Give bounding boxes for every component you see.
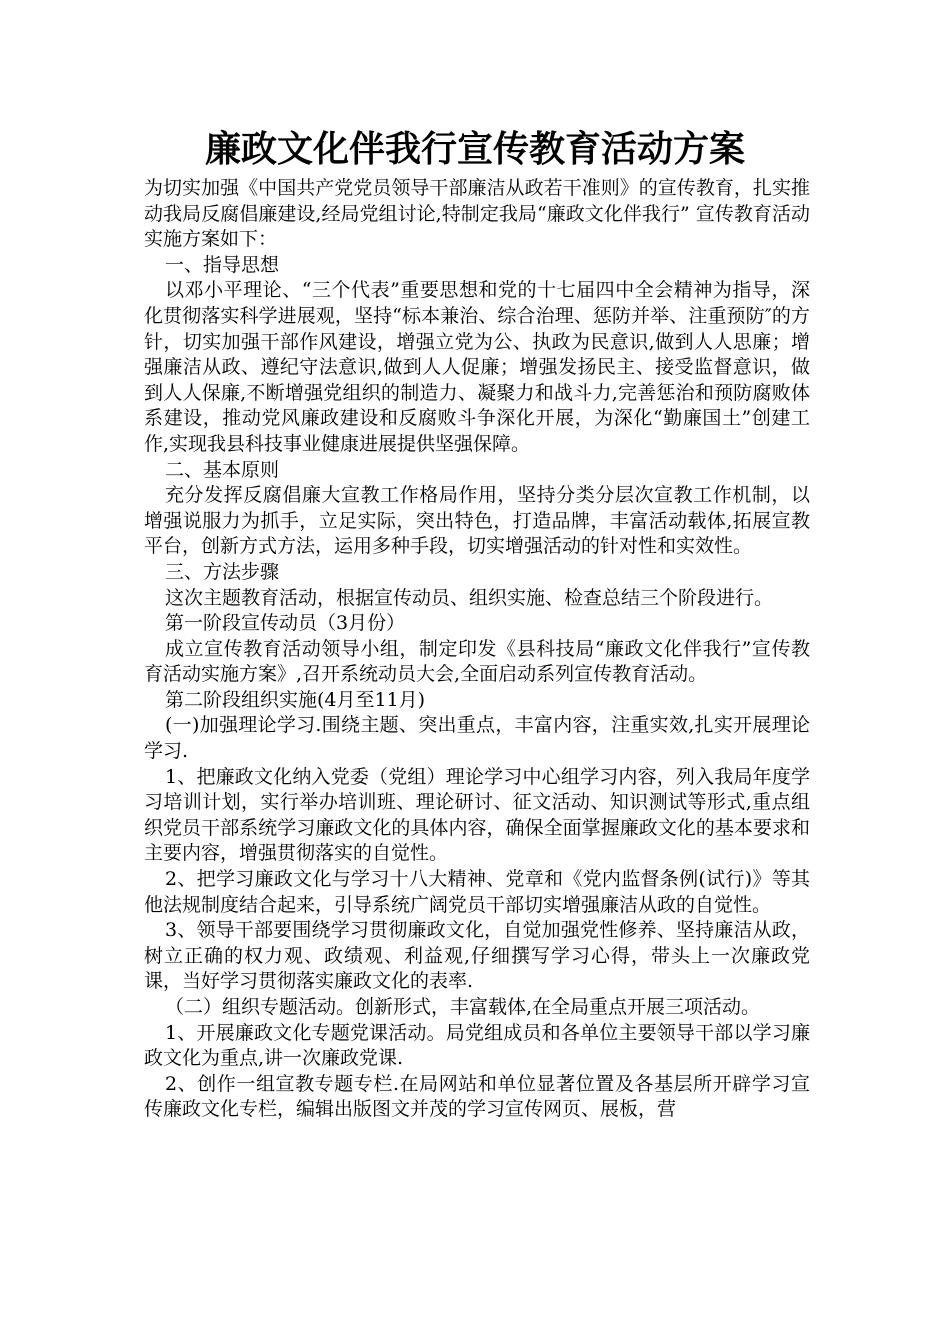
paragraph-item-1: 1、把廉政文化纳入党委（党组）理论学习中心组学习内容，列入我局年度学习培训计划，实行举办培训班、理论研讨、征文活动、知识测试等形式,重点组织党员干部系统学习廉政文化的具体内容，确保全面掌握廉政文化的基本要求和主要内容，增强贯彻落实的自觉性。 [144, 765, 810, 865]
document-body [144, 176, 810, 1123]
paragraph-guiding-ideology: 以邓小平理论、“三个代表”重要思想和党的十七届四中全会精神为指导，深化贯彻落实科学进展观，坚持“标本兼治、综合治理、惩防并举、注重预防″的方针，切实加强干部作风建设，增强立党为公、执政为民意识,做到人人思廉；增强廉洁从政、遵纪守法意识,做到人人促廉；增强发扬民主、接受监督意识，做到人人保廉,不断增强党组织的制造力、凝聚力和战斗力,完善惩治和预防腐败体系建设，推动党风廉政建设和反腐败斗争深化开展，为深化“勤廉国土”创建工作,实现我县科技事业健康进展提供坚强保障。 [144, 279, 810, 455]
paragraph-activity-2: 2、创作一组宣教专题专栏.在局网站和单位显著位置及各基层所开辟学习宣传廉政文化专栏，编辑出版图文并茂的学习宣传网页、展板，营 [144, 1072, 810, 1121]
paragraph-special-activities: （二）组织专题活动。创新形式，丰富载体,在全局重点开展三项活动。 [165, 996, 761, 1018]
paragraph-theory-study: (一)加强理论学习.围绕主题、突出重点，丰富内容，注重实效,扎实开展理论学习. [144, 714, 810, 763]
section-heading-basic-principles: 二、基本原则 [165, 458, 280, 481]
paragraph-stage-one: 成立宣传教育活动领导小组，制定印发《县科技局“廉政文化伴我行”宣传教育活动实施方案》,召开系统动员大会,全面启动系列宣传教育活动。 [144, 637, 810, 686]
paragraph-intro: 为切实加强《中国共产党党员领导干部廉洁从政若干准则》的宣传教育，扎实推动我局反腐倡廉建设,经局党组讨论,特制定我局“廉政文化伴我行” 宣传教育活动实施方案如下： [144, 177, 810, 251]
document-title: 廉政文化伴我行宣传教育活动方案 [204, 129, 745, 170]
section-heading-guiding-ideology: 一、指导思想 [165, 253, 280, 276]
paragraph-activity-1: 1、开展廉政文化专题党课活动。局党组成员和各单位主要领导干部以学习廉政文化为重点,讲一次廉政党课. [144, 1021, 810, 1070]
stage-heading-one: 第一阶段宣传动员（3月份） [165, 612, 406, 635]
paragraph-item-2: 2、把学习廉政文化与学习十八大精神、党章和《党内监督条例(试行)》等其他法规制度结合起来，引导系统广阔党员干部切实增强廉洁从政的自觉性。 [144, 868, 810, 916]
paragraph-method-steps: 这次主题教育活动，根据宣传动员、组织实施、检查总结三个阶段进行。 [165, 586, 774, 609]
paragraph-basic-principles: 充分发挥反腐倡廉大宣教工作格局作用，坚持分类分层次宣教工作机制，以增强说服力为抓手，立足实际，突出特色，打造品牌，丰富活动载体,拓展宣教平台，创新方式方法，运用多种手段，切实增强活动的针对性和实效性。 [144, 484, 810, 558]
paragraph-item-3: 3、领导干部要围绕学习贯彻廉政文化，自觉加强党性修养、坚持廉洁从政，树立正确的权力观、政绩观、利益观,仔细撰写学习心得，带头上一次廉政党课，当好学习贯彻落实廉政文化的表率. [144, 919, 810, 993]
section-heading-method-steps: 三、方法步骤 [165, 560, 280, 583]
stage-heading-two: 第二阶段组织实施(4月至11月) [165, 688, 426, 711]
